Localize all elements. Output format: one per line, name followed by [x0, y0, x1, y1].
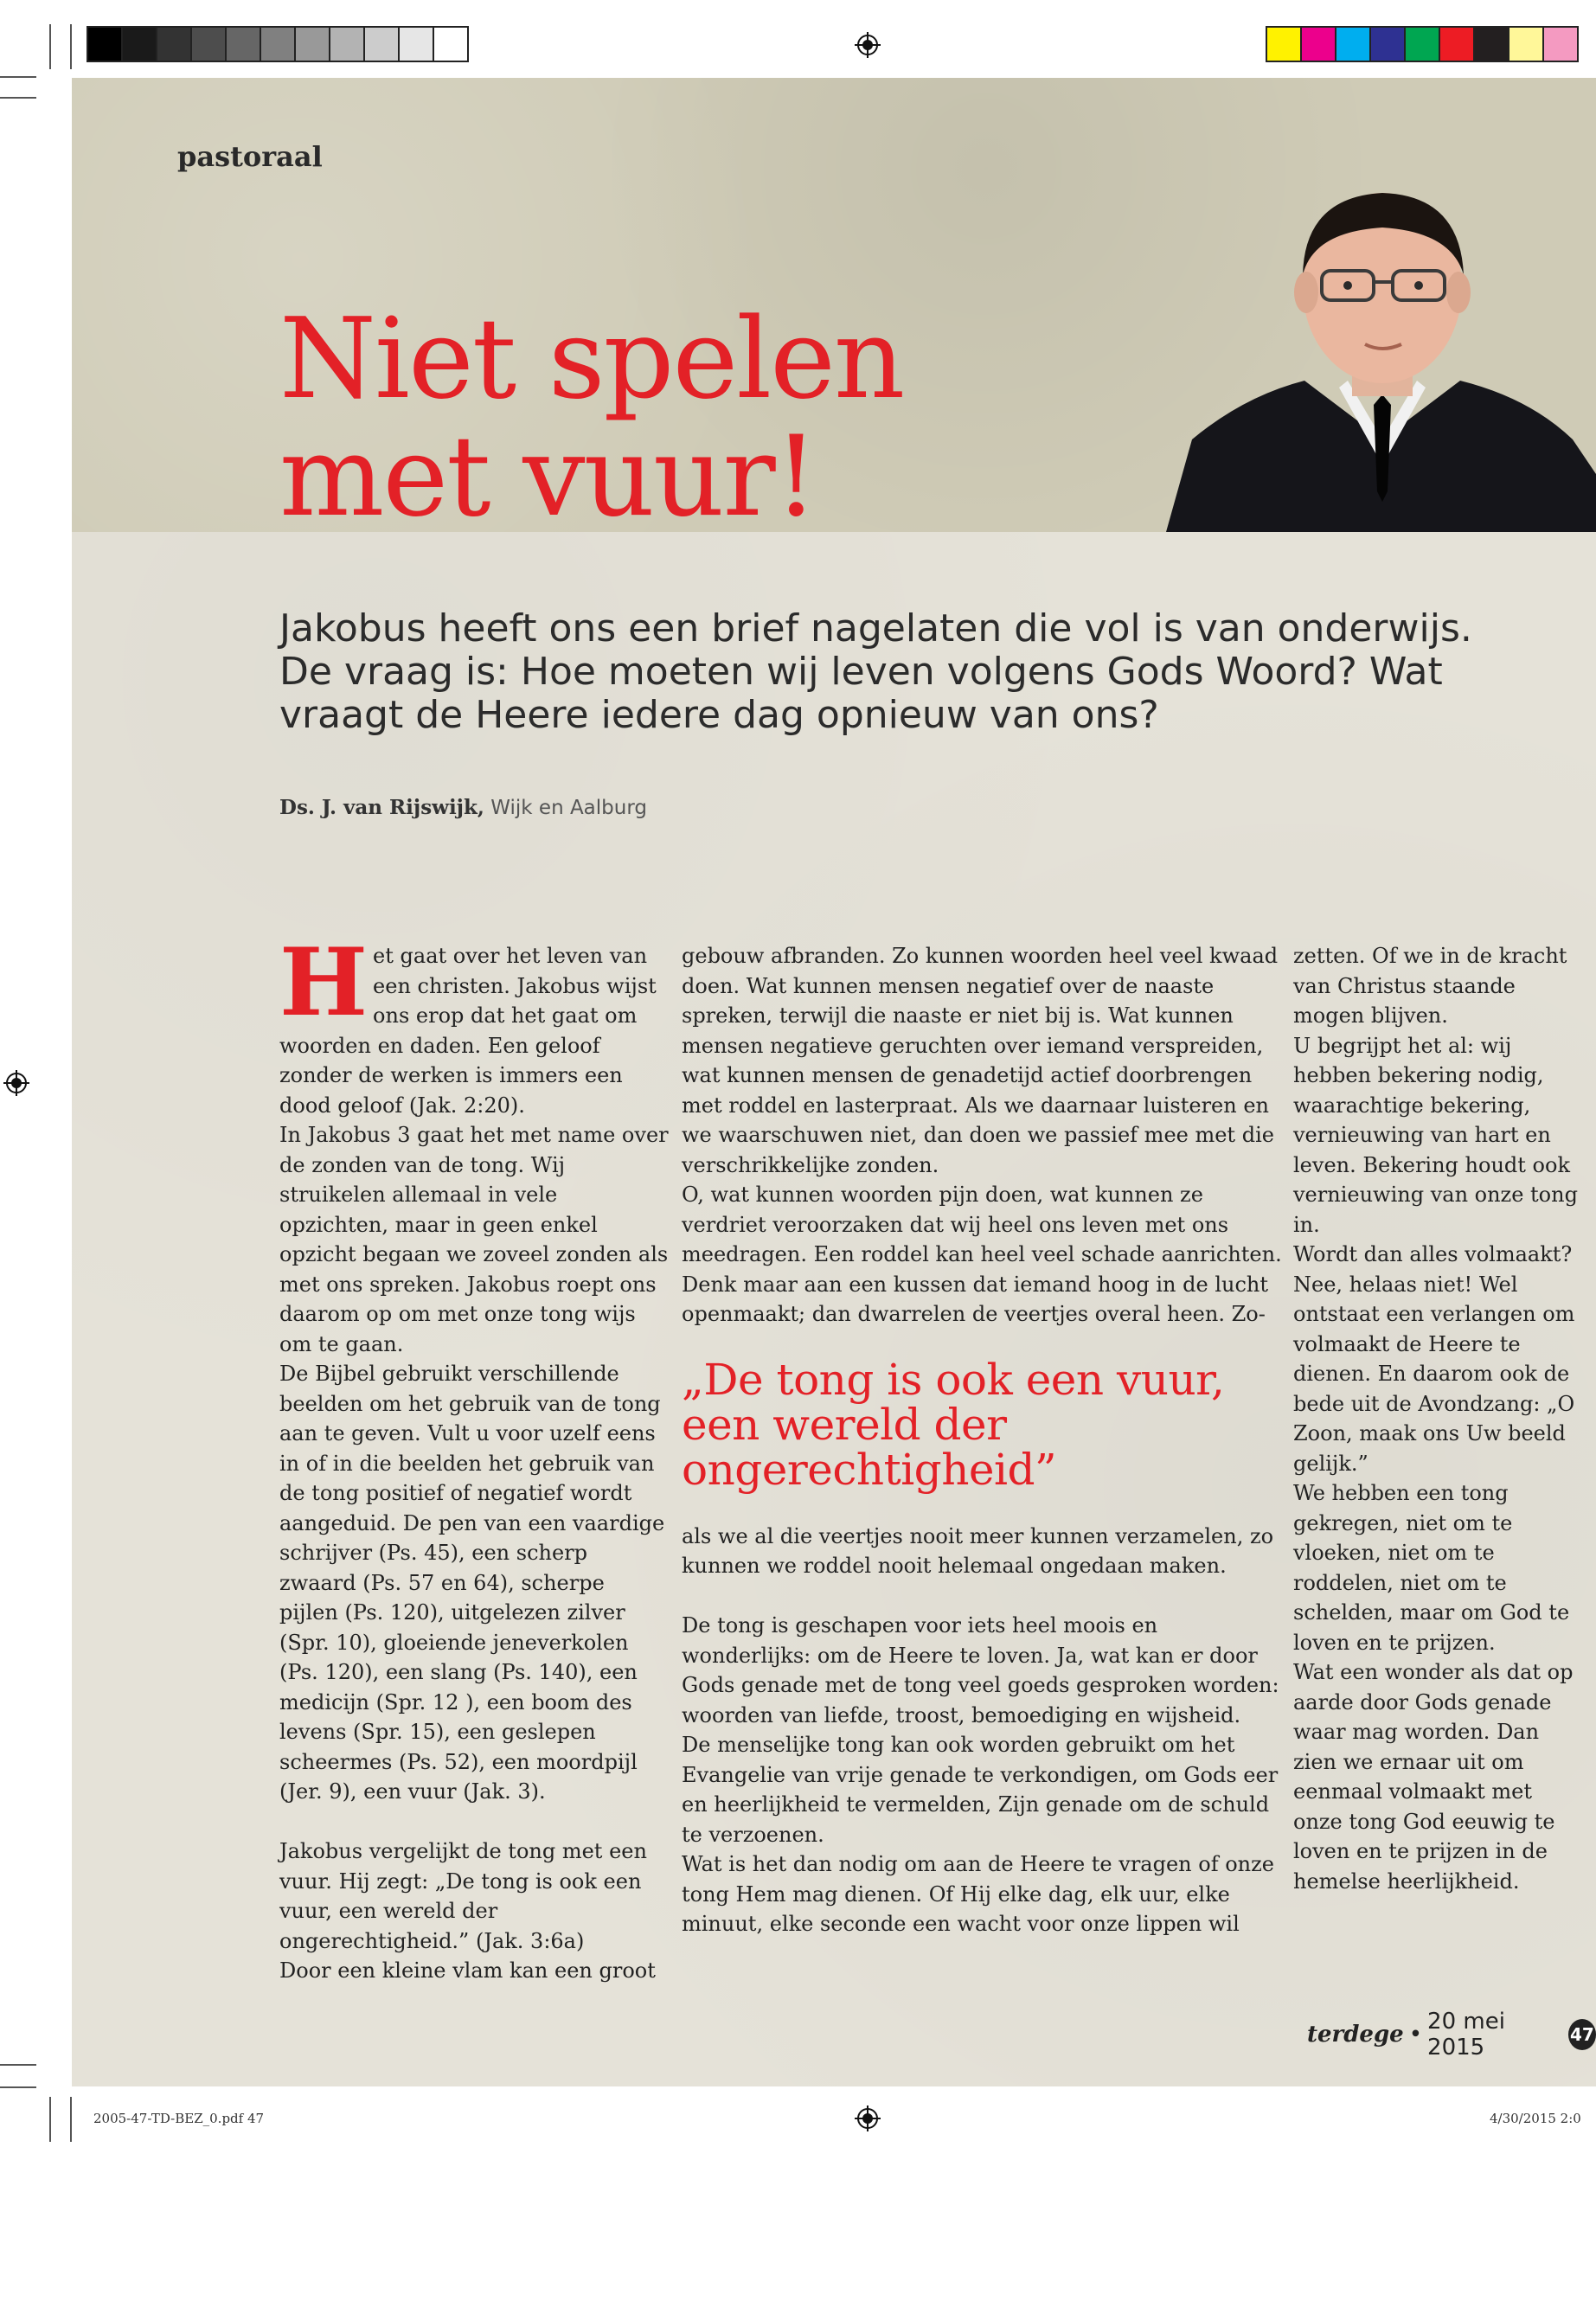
color-swatch — [1369, 26, 1406, 62]
article-column-2 — [682, 941, 1287, 1939]
registration-mark-icon — [855, 32, 881, 58]
color-swatch — [1300, 26, 1336, 62]
paragraph: In Jakobus 3 gaat het met name over de zonden van de tong. Wij struikelen allemaal in vele opzichten, maar in geen enkel opzicht begaan we zoveel zonden als met ons spreken. Jakobus roept ons daarom op om met onze tong wijs om te gaan. — [279, 1123, 669, 1356]
color-swatch — [398, 26, 434, 62]
paragraph: De Bijbel gebruikt verschillende beelden om het gebruik van de tong aan te geven. Vult u voor uzelf eens in of in die beelden het gebruik van de tong positief of negatief wordt aangeduid. De pen van een vaardige schrijver (Ps. 45), een scherp zwaard (Ps. 57 en 64), scherpe pijlen (Ps. 120), uitgelezen zilver (Spr. 10), gloeiende jeneverkolen (Ps. 120), een slang (Ps. 140), een medicijn (Spr. 12 ), een boom des levens (Spr. 15), een geslepen scheermes (Ps. 52), een moordpijl (Jer. 9), een vuur (Jak. 3). — [279, 1362, 665, 1804]
paragraph: O, wat kunnen woorden pijn doen, wat kunnen ze verdriet veroorzaken dat wij heel ons leven met ons meedragen. Een roddel kan heel veel schade aanrichten. Denk maar aan een kussen dat iemand hoog in de lucht openmaakt; dan dwarrelen de veertjes overal heen. Zo- — [682, 1183, 1282, 1326]
paragraph: Wordt dan alles volmaakt? Nee, helaas niet! Wel ontstaat een verlangen om volmaakt de Heere te dienen. En daarom ook de bede uit de Avondzang: „O Zoon, maak ons Uw beeld gelijk.” — [1293, 1242, 1575, 1476]
author-name: Ds. J. van Rijswijk, — [279, 796, 484, 819]
magazine-page — [72, 78, 1596, 2086]
paragraph: Wat is het dan nodig om aan de Heere te vragen of onze tong Hem mag dienen. Of Hij elke dag, elk uur, elke minuut, elke seconde een wacht voor onze lippen wil — [682, 1852, 1274, 1936]
color-swatch — [1439, 26, 1475, 62]
paragraph — [279, 928, 669, 1120]
registration-mark-icon — [855, 2106, 881, 2131]
magazine-name: terdege — [1307, 2022, 1404, 2048]
color-swatch — [1335, 26, 1371, 62]
footer-separator: • — [1408, 2022, 1423, 2048]
paragraph: Jakobus vergelijkt de tong met een vuur. Hij zegt: „De tong is ook een vuur, een wereld der ongerechtigheid.” (Jak. 3:6a) — [279, 1839, 647, 1953]
crop-mark — [49, 24, 51, 69]
slug-filename: 2005-47-TD-BEZ_0.pdf 47 — [93, 2111, 265, 2126]
article-column-1 — [279, 928, 669, 1986]
color-swatch — [1542, 26, 1579, 62]
registration-mark-icon — [3, 1070, 29, 1096]
paragraph: zetten. Of we in de kracht van Christus staande mogen blijven. — [1293, 944, 1567, 1028]
author-place: Wijk en Aalburg — [490, 797, 647, 819]
paragraph: De tong is geschapen voor iets heel moois en wonderlijks: om de Heere te loven. Ja, wat kan er door Gods genade met de tong veel goeds gesproken worden: woorden van liefde, troost, bemoediging en wijsheid. — [682, 1613, 1279, 1727]
paragraph: als we al die veertjes nooit meer kunnen verzamelen, zo kunnen we roddel nooit helemaal ongedaan maken. — [682, 1523, 1274, 1578]
crop-mark — [0, 2064, 36, 2066]
color-swatch — [329, 26, 365, 62]
crop-mark — [70, 2097, 72, 2142]
issue-date: 20 mei 2015 — [1427, 2009, 1505, 2061]
title-line-2: met vuur! — [279, 413, 817, 542]
crop-mark — [0, 2086, 36, 2088]
crop-mark — [70, 24, 72, 69]
paragraph: Wat een wonder als dat op aarde door Gods genade waar mag worden. Dan zien we ernaar uit om eenmaal volmaakt met onze tong God eeuwig te loven en te prijzen in de hemelse heerlijkheid. — [1293, 1660, 1574, 1894]
article-title — [279, 295, 1144, 542]
color-swatch — [1266, 26, 1302, 62]
paragraph-text: et gaat over het leven van een christen. Jakobus wijst ons erop dat het gaat om woorden en daden. Een geloof zonder de werken is immers een dood geloof (Jak. 2:20). — [279, 944, 657, 1118]
color-swatch — [1508, 26, 1544, 62]
process-color-bar — [1266, 26, 1577, 62]
color-swatch — [363, 26, 400, 62]
color-swatch — [294, 26, 330, 62]
title-line-1: Niet spelen — [279, 295, 904, 424]
page-footer — [1307, 2009, 1596, 2061]
slug-timestamp: 4/30/2015 2:0 — [1490, 2111, 1581, 2126]
paragraph: We hebben een tong gekregen, niet om te vloeken, niet om te roddelen, niet om te schelden, maar om God te loven en te prijzen. — [1293, 1481, 1570, 1655]
crop-mark — [0, 76, 36, 78]
grayscale-color-bar — [87, 26, 467, 62]
section-label: pastoraal — [177, 140, 323, 173]
article-intro: Jakobus heeft ons een brief nagelaten die vol is van onderwijs. De vraag is: Hoe moeten wij leven volgens Gods Woord? Wat vraagt de Heere iedere dag opnieuw van ons? — [279, 606, 1472, 737]
author-portrait — [1166, 180, 1596, 532]
page-number-badge: 47 — [1568, 2019, 1596, 2050]
article-column-3 — [1293, 941, 1579, 1896]
color-swatch — [225, 26, 261, 62]
paragraph: U begrijpt het al: wij hebben bekering nodig, waarachtige bekering, vernieuwing van hart en leven. Bekering houdt ook vernieuwing van onze tong in. — [1293, 1033, 1578, 1237]
color-swatch — [121, 26, 157, 62]
color-swatch — [260, 26, 296, 62]
color-swatch — [87, 26, 123, 62]
crop-mark — [0, 97, 36, 99]
paragraph: Door een kleine vlam kan een groot — [279, 1958, 656, 1983]
color-swatch — [156, 26, 192, 62]
paragraph: De menselijke tong kan ook worden gebruikt om het Evangelie van vrije genade te verkondigen, om Gods eer en heerlijkheid te vermelden, Zijn genade om de schuld te verzoenen. — [682, 1733, 1279, 1847]
crop-mark — [49, 2097, 51, 2142]
pull-quote: „De tong is ook een vuur, een wereld der ongerechtigheid” — [682, 1354, 1225, 1495]
color-swatch — [433, 26, 469, 62]
byline — [279, 796, 647, 819]
color-swatch — [1404, 26, 1440, 62]
drop-cap: H — [279, 928, 369, 1037]
color-swatch — [190, 26, 227, 62]
paragraph: gebouw afbranden. Zo kunnen woorden heel veel kwaad doen. Wat kunnen mensen negatief over de naaste spreken, terwijl die naaste er niet bij is. Wat kunnen mensen negatieve geruchten over iemand verspreiden, wat kunnen mensen de genadetijd actief doorbrengen met roddel en lasterpraat. Als we daarnaar luisteren en we waarschuwen niet, dan doen we passief mee met die verschrikkelijke zonden. — [682, 944, 1279, 1177]
color-swatch — [1473, 26, 1509, 62]
